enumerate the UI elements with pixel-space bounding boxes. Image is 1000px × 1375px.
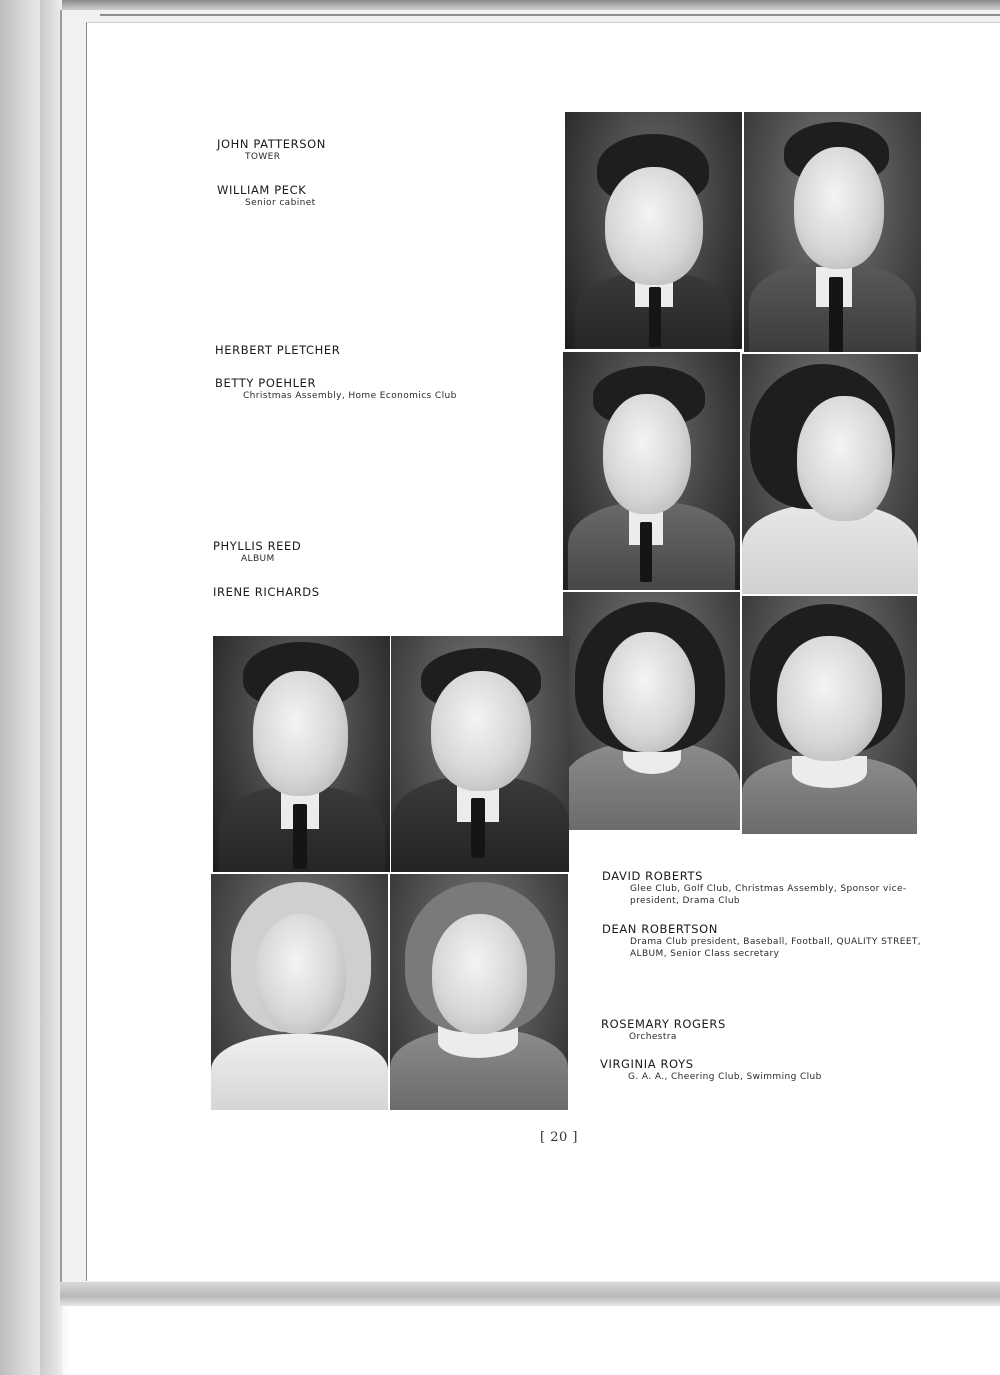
portrait-photo-roys: [390, 874, 568, 1110]
senior-entry-robertson: [602, 922, 922, 960]
senior-entry-roys: [600, 1057, 822, 1083]
portrait-photo-patterson: [565, 112, 742, 349]
senior-entry-pletcher: [215, 343, 340, 357]
senior-activities: ALBUM: [241, 554, 275, 564]
portrait-photo-robertson: [391, 636, 569, 872]
senior-name: JOHN PATTERSON: [217, 137, 326, 151]
senior-activities: Senior cabinet: [245, 198, 316, 208]
senior-entry-patterson: [217, 137, 326, 163]
portrait-photo-pletcher: [563, 352, 740, 590]
senior-activities: TOWER: [245, 152, 281, 162]
senior-entry-richards: [213, 585, 320, 599]
senior-name: BETTY POEHLER: [215, 376, 317, 390]
portrait-photo-roberts: [213, 636, 390, 872]
senior-name: DEAN ROBERTSON: [602, 922, 718, 936]
senior-activities: Christmas Assembly, Home Economics Club: [243, 391, 457, 401]
senior-activities: G. A. A., Cheering Club, Swimming Club: [628, 1072, 822, 1082]
senior-name: WILLIAM PECK: [217, 183, 307, 197]
senior-activities: Glee Club, Golf Club, Christmas Assembly, Sponsor vice-president, Drama Club: [630, 884, 907, 906]
senior-entry-roberts: [602, 869, 922, 907]
portrait-photo-reed: [563, 592, 740, 830]
senior-entry-reed: [213, 539, 301, 565]
portrait-photo-peck: [744, 112, 921, 352]
senior-name: IRENE RICHARDS: [213, 585, 320, 599]
senior-activities: Orchestra: [629, 1032, 677, 1042]
senior-activities: Drama Club president, Baseball, Football, QUALITY STREET, ALBUM, Senior Class secretary: [630, 937, 922, 959]
scan-top-shadow: [0, 0, 1000, 10]
page-bottom-edge: [60, 1282, 1000, 1306]
senior-entry-rogers: [601, 1017, 726, 1043]
senior-name: HERBERT PLETCHER: [215, 343, 341, 357]
portrait-photo-richards: [742, 596, 917, 834]
senior-name: DAVID ROBERTS: [602, 869, 704, 883]
page-top-edge: [100, 14, 1000, 16]
senior-entry-poehler: [215, 376, 457, 402]
portrait-photo-rogers: [211, 874, 388, 1110]
senior-name: VIRGINIA ROYS: [600, 1057, 694, 1071]
page-number: [ 20 ]: [540, 1130, 578, 1145]
senior-name: PHYLLIS REED: [213, 539, 302, 553]
senior-entry-peck: [217, 183, 316, 209]
senior-name: ROSEMARY ROGERS: [601, 1017, 726, 1031]
portrait-photo-poehler: [742, 354, 918, 594]
